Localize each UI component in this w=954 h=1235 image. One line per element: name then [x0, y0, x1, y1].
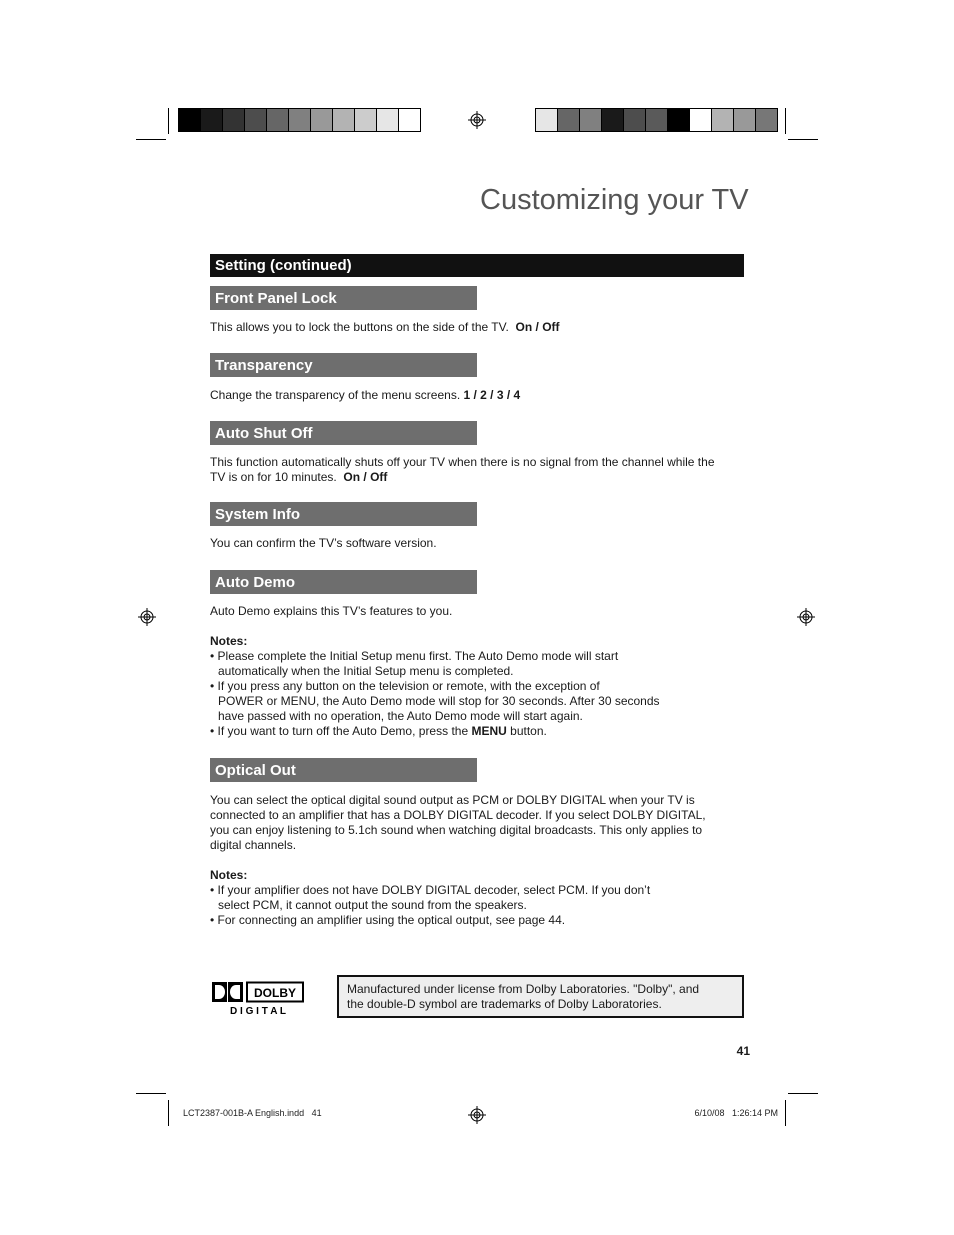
color-swatch	[580, 109, 602, 131]
dolby-trademark-notice	[337, 975, 744, 1018]
note-line: • If you want to turn off the Auto Demo, press the	[210, 724, 469, 738]
section-header-auto-demo: Auto Demo	[210, 570, 477, 594]
note-line: • If your amplifier does not have DOLBY DIGITAL decoder, select PCM. If you don’t	[210, 883, 651, 897]
note-line: • For connecting an amplifier using the optical output, see page 44.	[210, 913, 566, 927]
front-panel-lock-options: On / Off	[515, 320, 560, 334]
color-swatch	[734, 109, 756, 131]
note-line: • If you press any button on the television or remote, with the exception of	[210, 679, 600, 693]
footer-file-info: LCT2387-001B-A English.indd 41	[183, 1108, 322, 1118]
optical-out-line: you can enjoy listening to 5.1ch sound when watching digital broadcasts. This only applies to	[210, 823, 703, 837]
left-color-bar	[178, 108, 421, 132]
color-swatch	[536, 109, 558, 131]
section-header-auto-shut-off: Auto Shut Off	[210, 421, 477, 445]
color-swatch	[377, 109, 399, 131]
note-line: POWER or MENU, the Auto Demo mode will stop for 30 seconds. After 30 seconds	[218, 694, 660, 708]
section-header-system-info: System Info	[210, 502, 477, 526]
section-header-front-panel-lock: Front Panel Lock	[210, 286, 477, 310]
crop-mark	[785, 1100, 786, 1126]
main-section-header: Setting (continued)	[210, 254, 744, 277]
system-info-text: You can confirm the TV’s software version.	[210, 536, 437, 550]
auto-shut-off-text	[210, 455, 750, 485]
color-swatch	[756, 109, 777, 131]
color-swatch	[602, 109, 624, 131]
notes-title: Notes:	[210, 634, 248, 648]
auto-shut-off-line: TV is on for 10 minutes.	[210, 470, 337, 484]
crop-mark	[136, 139, 166, 140]
note-line: have passed with no operation, the Auto Demo mode will start again.	[218, 709, 583, 723]
section-header-transparency: Transparency	[210, 353, 477, 377]
transparency-options: 1 / 2 / 3 / 4	[463, 388, 521, 402]
crop-mark	[168, 108, 169, 134]
right-color-bar	[535, 108, 778, 132]
note-line: • Please complete the Initial Setup menu first. The Auto Demo mode will start	[210, 649, 619, 663]
menu-keyword: MENU	[471, 724, 507, 738]
registration-mark-icon	[468, 1106, 486, 1124]
crop-mark	[788, 1093, 818, 1094]
color-swatch	[267, 109, 289, 131]
color-swatch	[646, 109, 668, 131]
note-line: automatically when the Initial Setup menu is completed.	[218, 664, 514, 678]
registration-mark-icon	[797, 608, 815, 626]
color-swatch	[223, 109, 245, 131]
dolby-logo-word: DOLBY	[254, 986, 296, 1000]
section-header-optical-out: Optical Out	[210, 758, 477, 782]
color-swatch	[668, 109, 690, 131]
color-swatch	[355, 109, 377, 131]
color-swatch	[245, 109, 267, 131]
auto-demo-description: Auto Demo explains this TV’s features to you.	[210, 604, 453, 618]
auto-demo-text	[210, 604, 750, 739]
auto-shut-off-options: On / Off	[343, 470, 388, 484]
transparency-text	[210, 388, 750, 403]
front-panel-lock-text	[210, 320, 750, 335]
optical-out-line: connected to an amplifier that has a DOLBY DIGITAL decoder. If you select DOLBY DIGITAL,	[210, 808, 706, 822]
color-swatch	[179, 109, 201, 131]
color-swatch	[712, 109, 734, 131]
transparency-description: Change the transparency of the menu screens.	[210, 388, 461, 402]
color-swatch	[399, 109, 420, 131]
registration-mark-icon	[138, 608, 156, 626]
optical-out-line: You can select the optical digital sound output as PCM or DOLBY DIGITAL when your TV is	[210, 793, 695, 807]
dolby-notice-line: Manufactured under license from Dolby Laboratories. "Dolby", and	[347, 982, 700, 996]
crop-mark	[788, 139, 818, 140]
footer-timestamp: 6/10/08 1:26:14 PM	[694, 1108, 778, 1118]
crop-mark	[785, 108, 786, 134]
optical-out-line: digital channels.	[210, 838, 297, 852]
color-swatch	[289, 109, 311, 131]
page-title: Customizing your TV	[480, 184, 749, 216]
crop-mark	[136, 1093, 166, 1094]
note-line: select PCM, it cannot output the sound from the speakers.	[218, 898, 527, 912]
color-swatch	[690, 109, 712, 131]
color-swatch	[201, 109, 223, 131]
front-panel-lock-description: This allows you to lock the buttons on the side of the TV.	[210, 320, 509, 334]
notes-title: Notes:	[210, 868, 248, 882]
page-number: 41	[736, 1044, 750, 1058]
color-swatch	[333, 109, 355, 131]
registration-mark-icon	[468, 111, 486, 129]
note-line: button.	[510, 724, 547, 738]
crop-mark	[168, 1100, 169, 1126]
dolby-logo-sub: D I G I T A L	[230, 1006, 286, 1017]
dolby-digital-logo-icon	[211, 981, 306, 1017]
auto-shut-off-line: This function automatically shuts off your TV when there is no signal from the channel while the	[210, 455, 715, 469]
color-swatch	[558, 109, 580, 131]
color-swatch	[311, 109, 333, 131]
color-swatch	[624, 109, 646, 131]
dolby-notice-line: the double-D symbol are trademarks of Dolby Laboratories.	[347, 997, 662, 1011]
optical-out-text	[210, 793, 750, 928]
